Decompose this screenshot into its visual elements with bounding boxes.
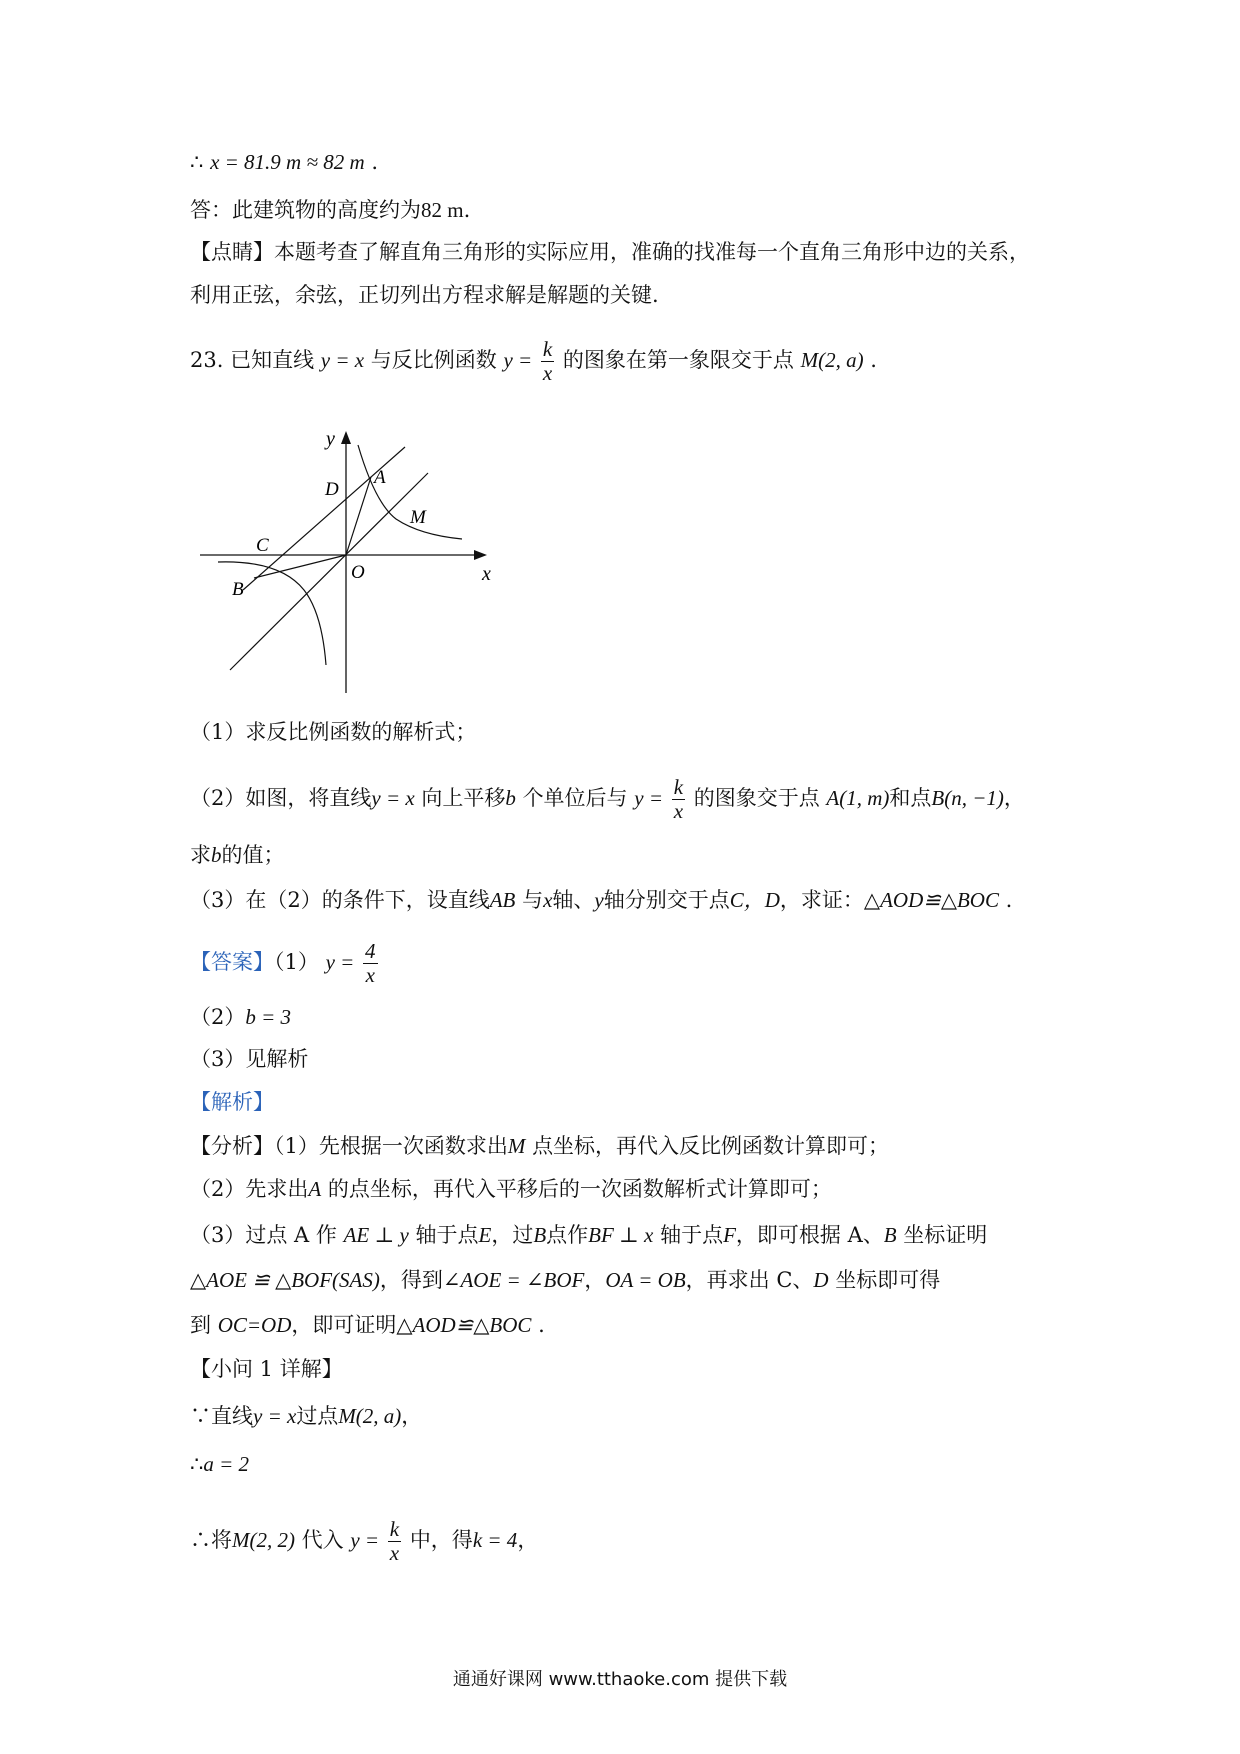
line-solution-x [190, 150, 378, 175]
question-23-stem [190, 338, 877, 385]
part-2-question-cont [190, 843, 285, 868]
sub-question-1-tag: 【小问 1 详解】 [190, 1357, 343, 1381]
math-angle: ∠AOE = ∠BOF [442, 1268, 585, 1292]
text: ∴将 [190, 1528, 232, 1553]
label-A: A [374, 467, 386, 488]
text: （2）如图，将直线 [190, 786, 372, 811]
hyperbola-branch-2 [218, 562, 326, 665]
denominator: x [389, 1541, 400, 1566]
label-D: D [325, 479, 339, 500]
text: 求 [190, 843, 211, 867]
text: ， [584, 1268, 606, 1292]
numerator: k [389, 1517, 400, 1541]
math-lhs: y = [325, 950, 355, 975]
math-a-value: a = 2 [203, 1452, 250, 1476]
fraction-k-over-x [672, 776, 685, 823]
solution-step-2 [190, 1452, 249, 1477]
math-line-eq: y = x [371, 786, 415, 811]
punct: ， [1003, 786, 1025, 811]
numerator: k [542, 337, 553, 361]
math-OA-OB: OA = OB [605, 1268, 686, 1292]
text: 的点坐标，再代入平移后的一次函数解析式计算即可； [327, 1177, 832, 1201]
label: （2） [190, 1005, 246, 1029]
text: （3）过点 A 作 [190, 1223, 337, 1247]
line-answer-height [190, 198, 470, 223]
analysis-4 [190, 1268, 940, 1293]
math-congruence: △AOE ≌ △BOF(SAS) [190, 1268, 380, 1292]
math-congruence: △AOD≌△BOC [863, 888, 999, 912]
fraction-k-over-x [541, 338, 554, 385]
math-point-B: B(n, −1) [931, 786, 1004, 811]
math-BF: BF ⊥ x [588, 1223, 654, 1247]
text: 与 [522, 888, 544, 912]
math-point-M: M(2, 2) [232, 1528, 295, 1553]
math-E: E [478, 1223, 492, 1247]
text: ∵直线 [190, 1404, 253, 1428]
solution-step-3 [190, 1518, 538, 1565]
label-C: C [256, 535, 269, 556]
answer-tag: 【答案】 [190, 950, 274, 975]
text: ，即可证明 [291, 1313, 397, 1337]
math-D: D [813, 1268, 829, 1292]
text: 的图象交于点 [693, 786, 820, 811]
answer-1 [190, 940, 380, 987]
answer-3: （3）见解析 [190, 1047, 309, 1071]
text: 坐标证明 [903, 1223, 988, 1247]
text: 点坐标，再代入反比例函数计算即可； [532, 1134, 890, 1158]
text: ∴ [190, 1452, 204, 1476]
label-O: O [351, 562, 365, 583]
analysis-3 [190, 1223, 987, 1248]
text: 轴、 [552, 888, 595, 912]
label-B: B [232, 579, 244, 600]
math-AB: AB [489, 888, 516, 912]
part-1-question: （1）求反比例函数的解析式； [190, 720, 477, 744]
math-OC-OD: OC=OD [217, 1313, 292, 1337]
text: 轴于点 [660, 1223, 724, 1247]
math-lhs: y = [350, 1528, 380, 1553]
punct: ， [401, 1404, 423, 1428]
segment-OB [254, 555, 346, 578]
text: 过点 [296, 1404, 339, 1428]
text: 个单位后与 [522, 786, 628, 811]
numerator: 4 [365, 939, 376, 963]
analysis-2 [190, 1177, 832, 1202]
math-line-eq: y = x [320, 348, 365, 373]
part-2-question [190, 776, 1025, 823]
x-axis-arrow [474, 550, 487, 560]
solution-step-1 [190, 1404, 422, 1429]
math-var-b: b [505, 786, 516, 811]
denominator: x [673, 799, 684, 824]
line-dianjing-2: 利用正弦，余弦，正切列出方程求解是解题的关键. [190, 283, 659, 307]
math-CD: C，D [729, 888, 780, 912]
math-point-M: M(2, a) [338, 1404, 402, 1428]
punct: . [870, 348, 877, 373]
label-M: M [410, 507, 426, 528]
line-dianjing-1: 【点睛】本题考查了解直角三角形的实际应用，准确的找准每一个直角三角形中边的关系， [190, 240, 1030, 264]
denominator: x [365, 963, 375, 988]
math-x: x [543, 888, 553, 912]
part-3-question [190, 888, 1012, 913]
text: 到 [190, 1313, 211, 1337]
math-B: B [883, 1223, 897, 1247]
math-B: B [533, 1223, 547, 1247]
analysis-5 [190, 1313, 545, 1338]
text: ，即可根据 A、 [735, 1223, 884, 1247]
answer-2 [190, 1005, 291, 1030]
text: ，求证： [779, 888, 864, 912]
math-lhs: y = [503, 348, 533, 373]
math-AE: AE ⊥ y [343, 1223, 409, 1247]
text: 的图象在第一象限交于点 [562, 348, 794, 373]
fraction-k-over-x [388, 1518, 401, 1565]
page-footer: 通通好课网 www.tthaoke.com 提供下载 [452, 1669, 788, 1690]
math-y: y [594, 888, 604, 912]
math-congruence: △AOD≌△BOC [396, 1313, 532, 1337]
text: 与反比例函数 [370, 348, 497, 373]
punct: . [1005, 888, 1013, 912]
text: 坐标即可得 [835, 1268, 941, 1292]
math-F: F [723, 1223, 736, 1247]
math-M: M [507, 1134, 526, 1158]
text: 已知直线 [230, 348, 315, 373]
label: （1） [274, 950, 319, 975]
punct: . [538, 1313, 545, 1337]
text: ，过 [491, 1223, 534, 1247]
text: 代入 [301, 1528, 344, 1553]
label-y-axis: y [326, 428, 335, 450]
question-number: 23. [190, 348, 224, 373]
math-A: A [308, 1177, 322, 1201]
text: 和点 [889, 786, 932, 811]
text: 【分析】（1）先根据一次函数求出 [190, 1134, 508, 1158]
math-height: 82 m [421, 198, 464, 222]
math-lhs: y = [634, 786, 663, 811]
text: 轴分别交于点 [603, 888, 730, 912]
math-k-value: k = 4 [472, 1528, 518, 1553]
text: 点作 [546, 1223, 589, 1247]
punct: . [371, 150, 379, 174]
punct: . [463, 198, 471, 222]
jiexi-tag: 【解析】 [190, 1090, 274, 1114]
fraction-4-over-x [363, 940, 378, 987]
line-y-equals-x [230, 473, 428, 670]
math-x-value: x = 81.9 m ≈ 82 m [210, 150, 365, 174]
label-x-axis: x [482, 563, 491, 585]
denominator: x [542, 361, 553, 386]
math-line-eq: y = x [253, 1404, 297, 1428]
text: 的值； [221, 843, 285, 867]
coordinate-figure [200, 425, 500, 695]
math-point-A: A(1, m) [826, 786, 890, 811]
math-var-b: b [211, 843, 222, 867]
punct: ， [517, 1528, 539, 1553]
text: 向上平移 [421, 786, 506, 811]
therefore-symbol: ∴ [190, 150, 204, 174]
text: 中，得 [409, 1528, 473, 1553]
text: ，得到 [379, 1268, 443, 1292]
answer-text: 答：此建筑物的高度约为 [190, 198, 421, 222]
text: （3）在（2）的条件下，设直线 [190, 888, 490, 912]
text: （2）先求出 [190, 1177, 309, 1201]
analysis-1 [190, 1134, 889, 1159]
text: ，再求出 C、 [685, 1268, 814, 1292]
numerator: k [673, 775, 684, 799]
text: 轴于点 [415, 1223, 479, 1247]
math-b-value: b = 3 [245, 1005, 292, 1029]
math-point-M: M(2, a) [800, 348, 864, 373]
y-axis-arrow [341, 431, 351, 444]
